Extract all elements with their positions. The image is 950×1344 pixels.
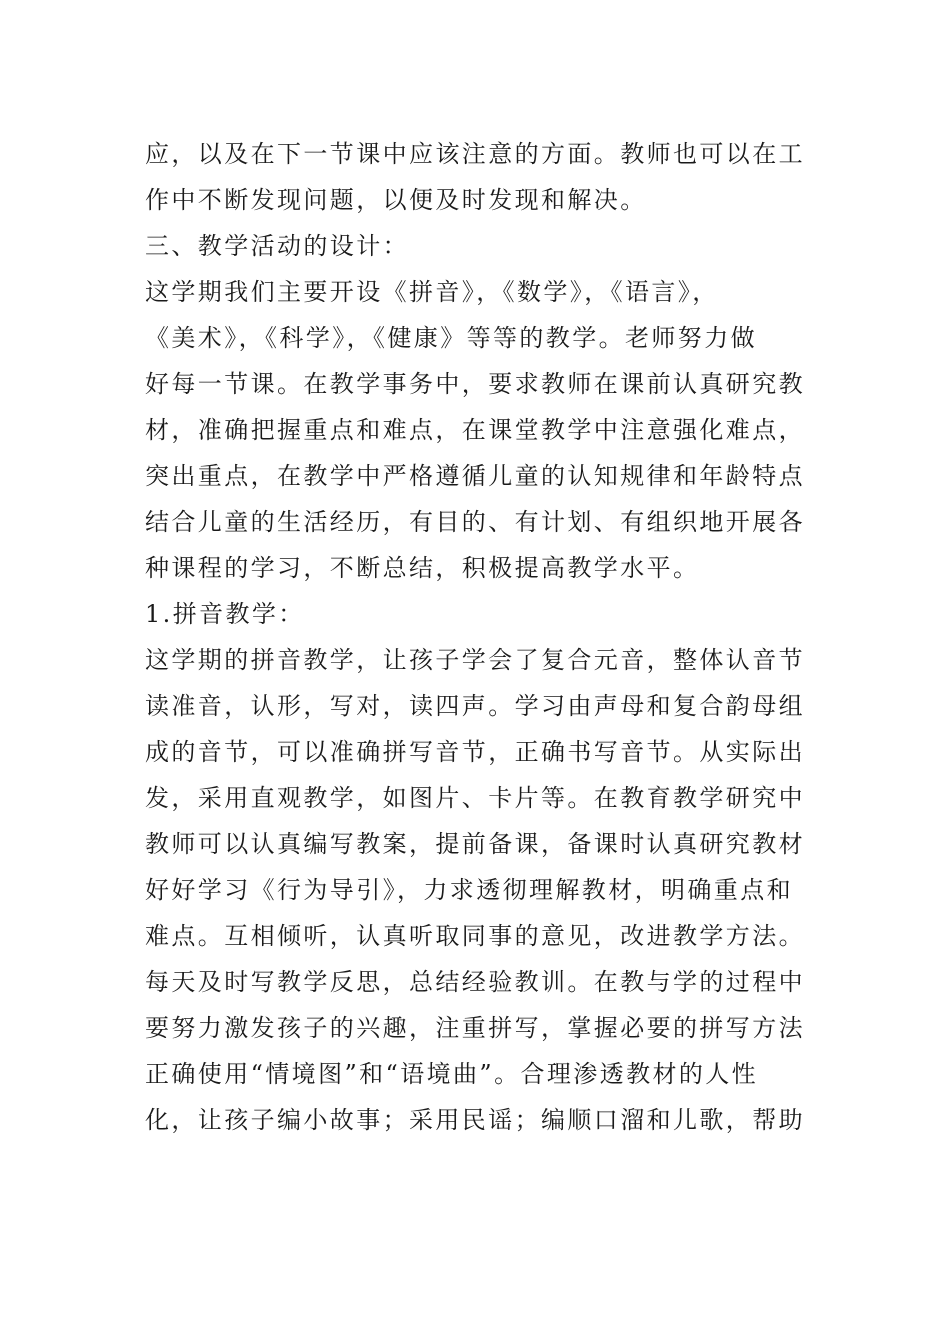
text-line: 每天及时写教学反思，总结经验教训。在教与学的过程中 (145, 968, 805, 996)
text-line: 材，准确把握重点和难点，在课堂教学中注意强化难点， (145, 416, 805, 444)
text-line: 作中不断发现问题，以便及时发现和解决。 (145, 186, 647, 214)
text-line: 《美术》，《科学》，《健康》等等的教学。老师努力做 (145, 324, 757, 352)
text-line: 难点。互相倾听，认真听取同事的意见，改进教学方法。 (145, 922, 805, 950)
body-text (145, 131, 815, 1143)
text-line: 应，以及在下一节课中应该注意的方面。教师也可以在工 (145, 140, 805, 168)
text-line: 发，采用直观教学，如图片、卡片等。在教育教学研究中 (145, 784, 805, 812)
text-line: 这学期的拼音教学，让孩子学会了复合元音，整体认音节 (145, 646, 805, 674)
text-line: 结合儿童的生活经历，有目的、有计划、有组织地开展各 (145, 508, 805, 536)
text-line: 正确使用“情境图”和“语境曲”。合理渗透教材的人性 (145, 1060, 759, 1088)
text-line: 突出重点，在教学中严格遵循儿童的认知规律和年龄特点 (145, 462, 805, 490)
text-line: 种课程的学习，不断总结，积极提高教学水平。 (145, 554, 700, 582)
text-line: 化，让孩子编小故事；采用民谣；编顺口溜和儿歌，帮助 (145, 1106, 805, 1134)
text-line: 好好学习《行为导引》，力求透彻理解教材，明确重点和 (145, 876, 793, 904)
text-line: 好每一节课。在教学事务中，要求教师在课前认真研究教 (145, 370, 805, 398)
text-line: 教师可以认真编写教案，提前备课，备课时认真研究教材 (145, 830, 805, 858)
section-heading: 三、教学活动的设计： (145, 232, 409, 260)
text-line: 这学期我们主要开设《拼音》，《数学》，《语言》， (145, 278, 719, 306)
subsection-heading: 1.拼音教学： (145, 600, 305, 628)
text-line: 成的音节，可以准确拼写音节，正确书写音节。从实际出 (145, 738, 805, 766)
text-line: 读准音，认形，写对，读四声。学习由声母和复合韵母组 (145, 692, 805, 720)
text-line: 要努力激发孩子的兴趣，注重拼写，掌握必要的拼写方法 (145, 1014, 805, 1042)
